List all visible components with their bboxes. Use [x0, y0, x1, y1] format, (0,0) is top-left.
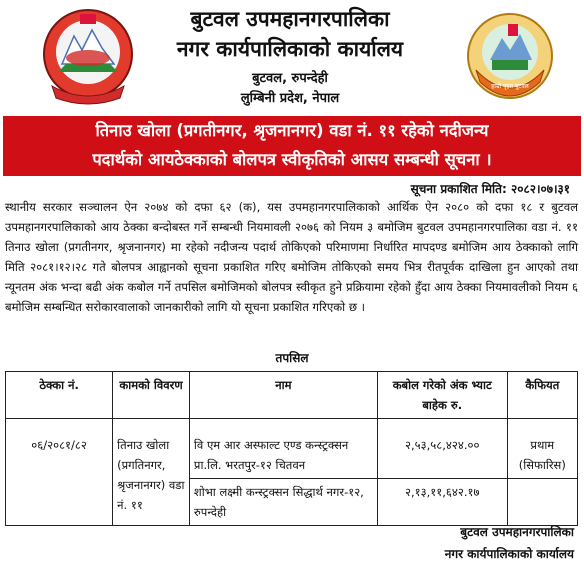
header-contract-no: ठेक्का नं.	[6, 372, 113, 419]
work-description-cell: तिनाउ खोला (प्रगतिनगर, श्रृजनानगर) वडा नं. ११	[113, 419, 190, 526]
header-bid-amount: कबोल गरेको अंक भ्याट बाहेक रु.	[377, 372, 507, 419]
footer-line-2: नगर कार्यपालिकाको कार्यालय	[444, 547, 574, 561]
bidder-name-cell: शोभा लक्ष्मी कन्स्ट्रक्सन सिद्धार्थ नगर-१२, रुपन्देही	[189, 479, 377, 526]
header-name: नाम	[189, 372, 377, 419]
banner-line-2: पदार्थको आयठेक्काको बोलपत्र स्वीकृतिको आसय सम्बन्धी सूचना ।	[92, 150, 492, 169]
address-line-1: बुटवल, रुपन्देही	[252, 71, 328, 86]
publication-date: सूचना प्रकाशित मिति: २०८२।०७।३१	[410, 182, 570, 196]
footer-line-1: बुटवल उपमहानगरपालिका	[460, 525, 574, 539]
address-line-2: लुम्बिनी प्रदेश, नेपाल	[240, 91, 340, 106]
butwal-logo-icon	[466, 10, 554, 102]
remark-cell: प्रथाम (सिफारिस)	[507, 419, 577, 479]
contract-no-cell: ०६/२०८१/८२	[6, 419, 113, 526]
table-header-row	[6, 372, 578, 419]
notice-body: स्थानीय सरकार सञ्चालन ऐन २०७४ को दफा ६२ (क), यस उपमहानगरपालिकाको आर्थिक ऐन २०८० को दफा १८ र बुटवल उपमहानगरपालिकाको आय ठेक्का बन्दोबस्त गर्ने सम्बन्धी नियमावली २०७६ को नियम ३ बमोजिम बुटवल उपमहानगरपालिका वडा नं. ११ तिनाउ खोला (प्रगतीनगर, श्रृजनानगर) मा रहेको नदीजन्य पदार्थ तोकिएको परिमाणमा निर्धारित मापदण्ड बमोजिम आय ठेक्काको लागि मिति २०८१।१२।२८ गते बोलपत्र आह्वानको सूचना प्रकाशित गरिए बमोजिम तोकिएको समय भित्र रीतपूर्वक दाखिला हुन आएको तथा न्यूनतम अंक भन्दा बढी अंक कबोल गर्ने तपसिल बमोजिमको बोलपत्र स्वीकृत हुने प्रक्रियामा रहेको हुँदा आय ठेक्का नियमावलीको नियम ६ बमोजिम सम्बन्धित सरोकारवालाको जानकारीको लागि यो सूचना प्रकाशित गरिएको छ ।	[5, 200, 578, 314]
bidder-name-cell: वि एम आर अस्फाल्ट एण्ड कन्स्ट्रक्सन प्रा.लि. भरतपुर-१२ चितवन	[189, 419, 377, 479]
banner-line-1: तिनाउ खोला (प्रगतीनगर, श्रृजनानगर) वडा नं. ११ रहेको नदीजन्य	[95, 121, 489, 140]
nepal-emblem-icon	[40, 6, 136, 106]
bid-amount-cell: २,१३,११,६४२.१७	[377, 479, 507, 526]
header-work-description: कामको विवरण	[113, 372, 190, 419]
bid-amount-cell: २,५३,५८,४२४.००	[377, 419, 507, 479]
table-row	[6, 419, 578, 479]
title-line-2: नगर कार्यपालिकाको कार्यालय	[176, 37, 404, 61]
remark-cell	[507, 479, 577, 526]
notice-banner	[3, 116, 581, 176]
tender-table	[5, 371, 578, 526]
org-title	[140, 4, 440, 64]
schedule-heading: तपसिल	[275, 351, 309, 365]
logo-text: हाम्रो वृहत बुटवल	[491, 83, 529, 90]
title-line-1: बुटवल उपमहानगरपालिका	[190, 7, 390, 31]
header-remarks: कैफियत	[507, 372, 577, 419]
